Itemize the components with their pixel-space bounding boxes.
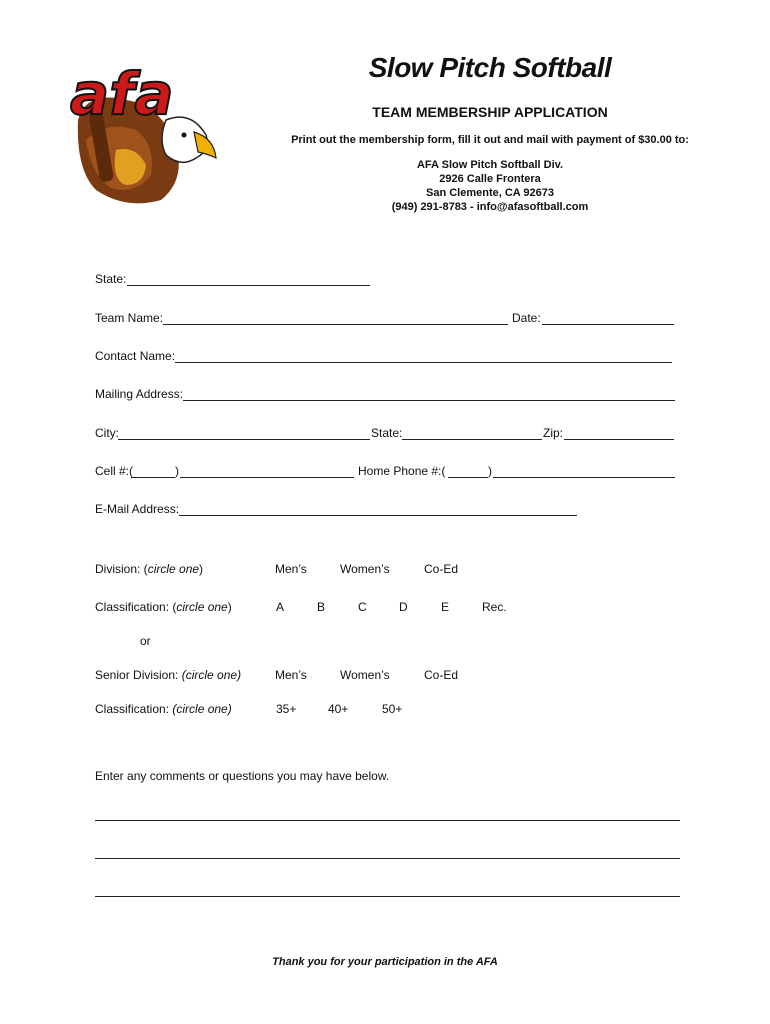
division-option-mens[interactable]: Men’s: [275, 562, 307, 576]
home-phone-label: Home Phone #:(: [358, 464, 446, 478]
team-name-label: Team Name:: [95, 311, 164, 325]
classification-label-close: ): [227, 600, 232, 614]
home-paren-close: ): [488, 464, 492, 478]
svg-text:afa: afa: [70, 60, 174, 128]
afa-logo: [66, 50, 218, 210]
or-text: or: [140, 634, 151, 648]
address-line: San Clemente, CA 92673: [426, 187, 554, 199]
address-line: AFA Slow Pitch Softball Div.: [416, 159, 564, 171]
comments-line[interactable]: [95, 896, 680, 897]
zip-field[interactable]: [564, 439, 674, 440]
city-label: City:: [95, 426, 119, 440]
division-label: [95, 562, 203, 576]
classification-option-rec[interactable]: Rec.: [482, 600, 507, 614]
classification-option-a[interactable]: A: [276, 600, 285, 614]
form-title: Slow Pitch Softball: [368, 52, 612, 83]
classification-label: [95, 600, 232, 614]
city-field[interactable]: [118, 439, 370, 440]
mail-instructions: Print out the membership form, fill it out and mail with payment of $30.00 to:: [291, 134, 689, 146]
date-field[interactable]: [542, 324, 674, 325]
division-option-coed[interactable]: Co-Ed: [424, 562, 459, 576]
cell-label: Cell #:(: [95, 464, 134, 478]
senior-division-label: [95, 668, 241, 682]
email-label: E-Mail Address:: [95, 502, 180, 516]
comments-line[interactable]: [95, 820, 680, 821]
senior-classification-label: [95, 702, 232, 716]
mailing-address-field[interactable]: [183, 400, 675, 401]
date-label: Date:: [512, 311, 541, 325]
home-area-code-field[interactable]: [448, 477, 488, 478]
classification-option-c[interactable]: C: [358, 600, 367, 614]
home-phone-number-field[interactable]: [493, 477, 675, 478]
classification-circle-one: circle one: [176, 600, 228, 614]
division-label-text: Division: (: [95, 562, 148, 576]
city-state-field[interactable]: [402, 439, 542, 440]
cell-area-code-field[interactable]: [131, 477, 175, 478]
senior-division-option-coed[interactable]: Co-Ed: [424, 668, 459, 682]
thank-you-note: Thank you for your participation in the AFA: [272, 956, 498, 968]
contact-name-field[interactable]: [175, 362, 672, 363]
comments-line[interactable]: [95, 858, 680, 859]
classification-option-b[interactable]: B: [317, 600, 326, 614]
division-option-womens[interactable]: Women’s: [340, 562, 390, 576]
classification-option-d[interactable]: D: [399, 600, 408, 614]
address-contact: (949) 291-8783 - info@afasoftball.com: [391, 201, 589, 213]
senior-classification-label-text: Classification:: [95, 702, 170, 716]
eagle-logo-icon: [66, 50, 218, 210]
senior-division-option-womens[interactable]: Women’s: [340, 668, 390, 682]
classification-option-e[interactable]: E: [441, 600, 450, 614]
senior-division-option-mens[interactable]: Men’s: [275, 668, 307, 682]
address-line: 2926 Calle Frontera: [439, 173, 541, 185]
cell-number-field[interactable]: [180, 477, 354, 478]
mailing-address-label: Mailing Address:: [95, 387, 184, 401]
senior-classification-option-40[interactable]: 40+: [328, 702, 349, 716]
comments-prompt: Enter any comments or questions you may have below.: [95, 769, 390, 783]
senior-division-circle-one: (circle one): [181, 668, 242, 682]
senior-division-label-text: Senior Division:: [95, 668, 179, 682]
team-name-field[interactable]: [163, 324, 508, 325]
cell-paren-close: ): [175, 464, 179, 478]
contact-name-label: Contact Name:: [95, 349, 176, 363]
senior-classification-option-35[interactable]: 35+: [276, 702, 297, 716]
state-field[interactable]: [127, 285, 370, 286]
senior-classification-option-50[interactable]: 50+: [382, 702, 403, 716]
classification-label-text: Classification: (: [95, 600, 177, 614]
email-field[interactable]: [179, 515, 577, 516]
city-state-label: State:: [371, 426, 403, 440]
division-circle-one: circle one: [147, 562, 200, 576]
form-subtitle: TEAM MEMBERSHIP APPLICATION: [372, 104, 608, 120]
state-label: State:: [95, 272, 127, 286]
zip-label: Zip:: [543, 426, 564, 440]
senior-classification-circle-one: (circle one): [172, 702, 232, 716]
division-label-close: ): [199, 562, 204, 576]
